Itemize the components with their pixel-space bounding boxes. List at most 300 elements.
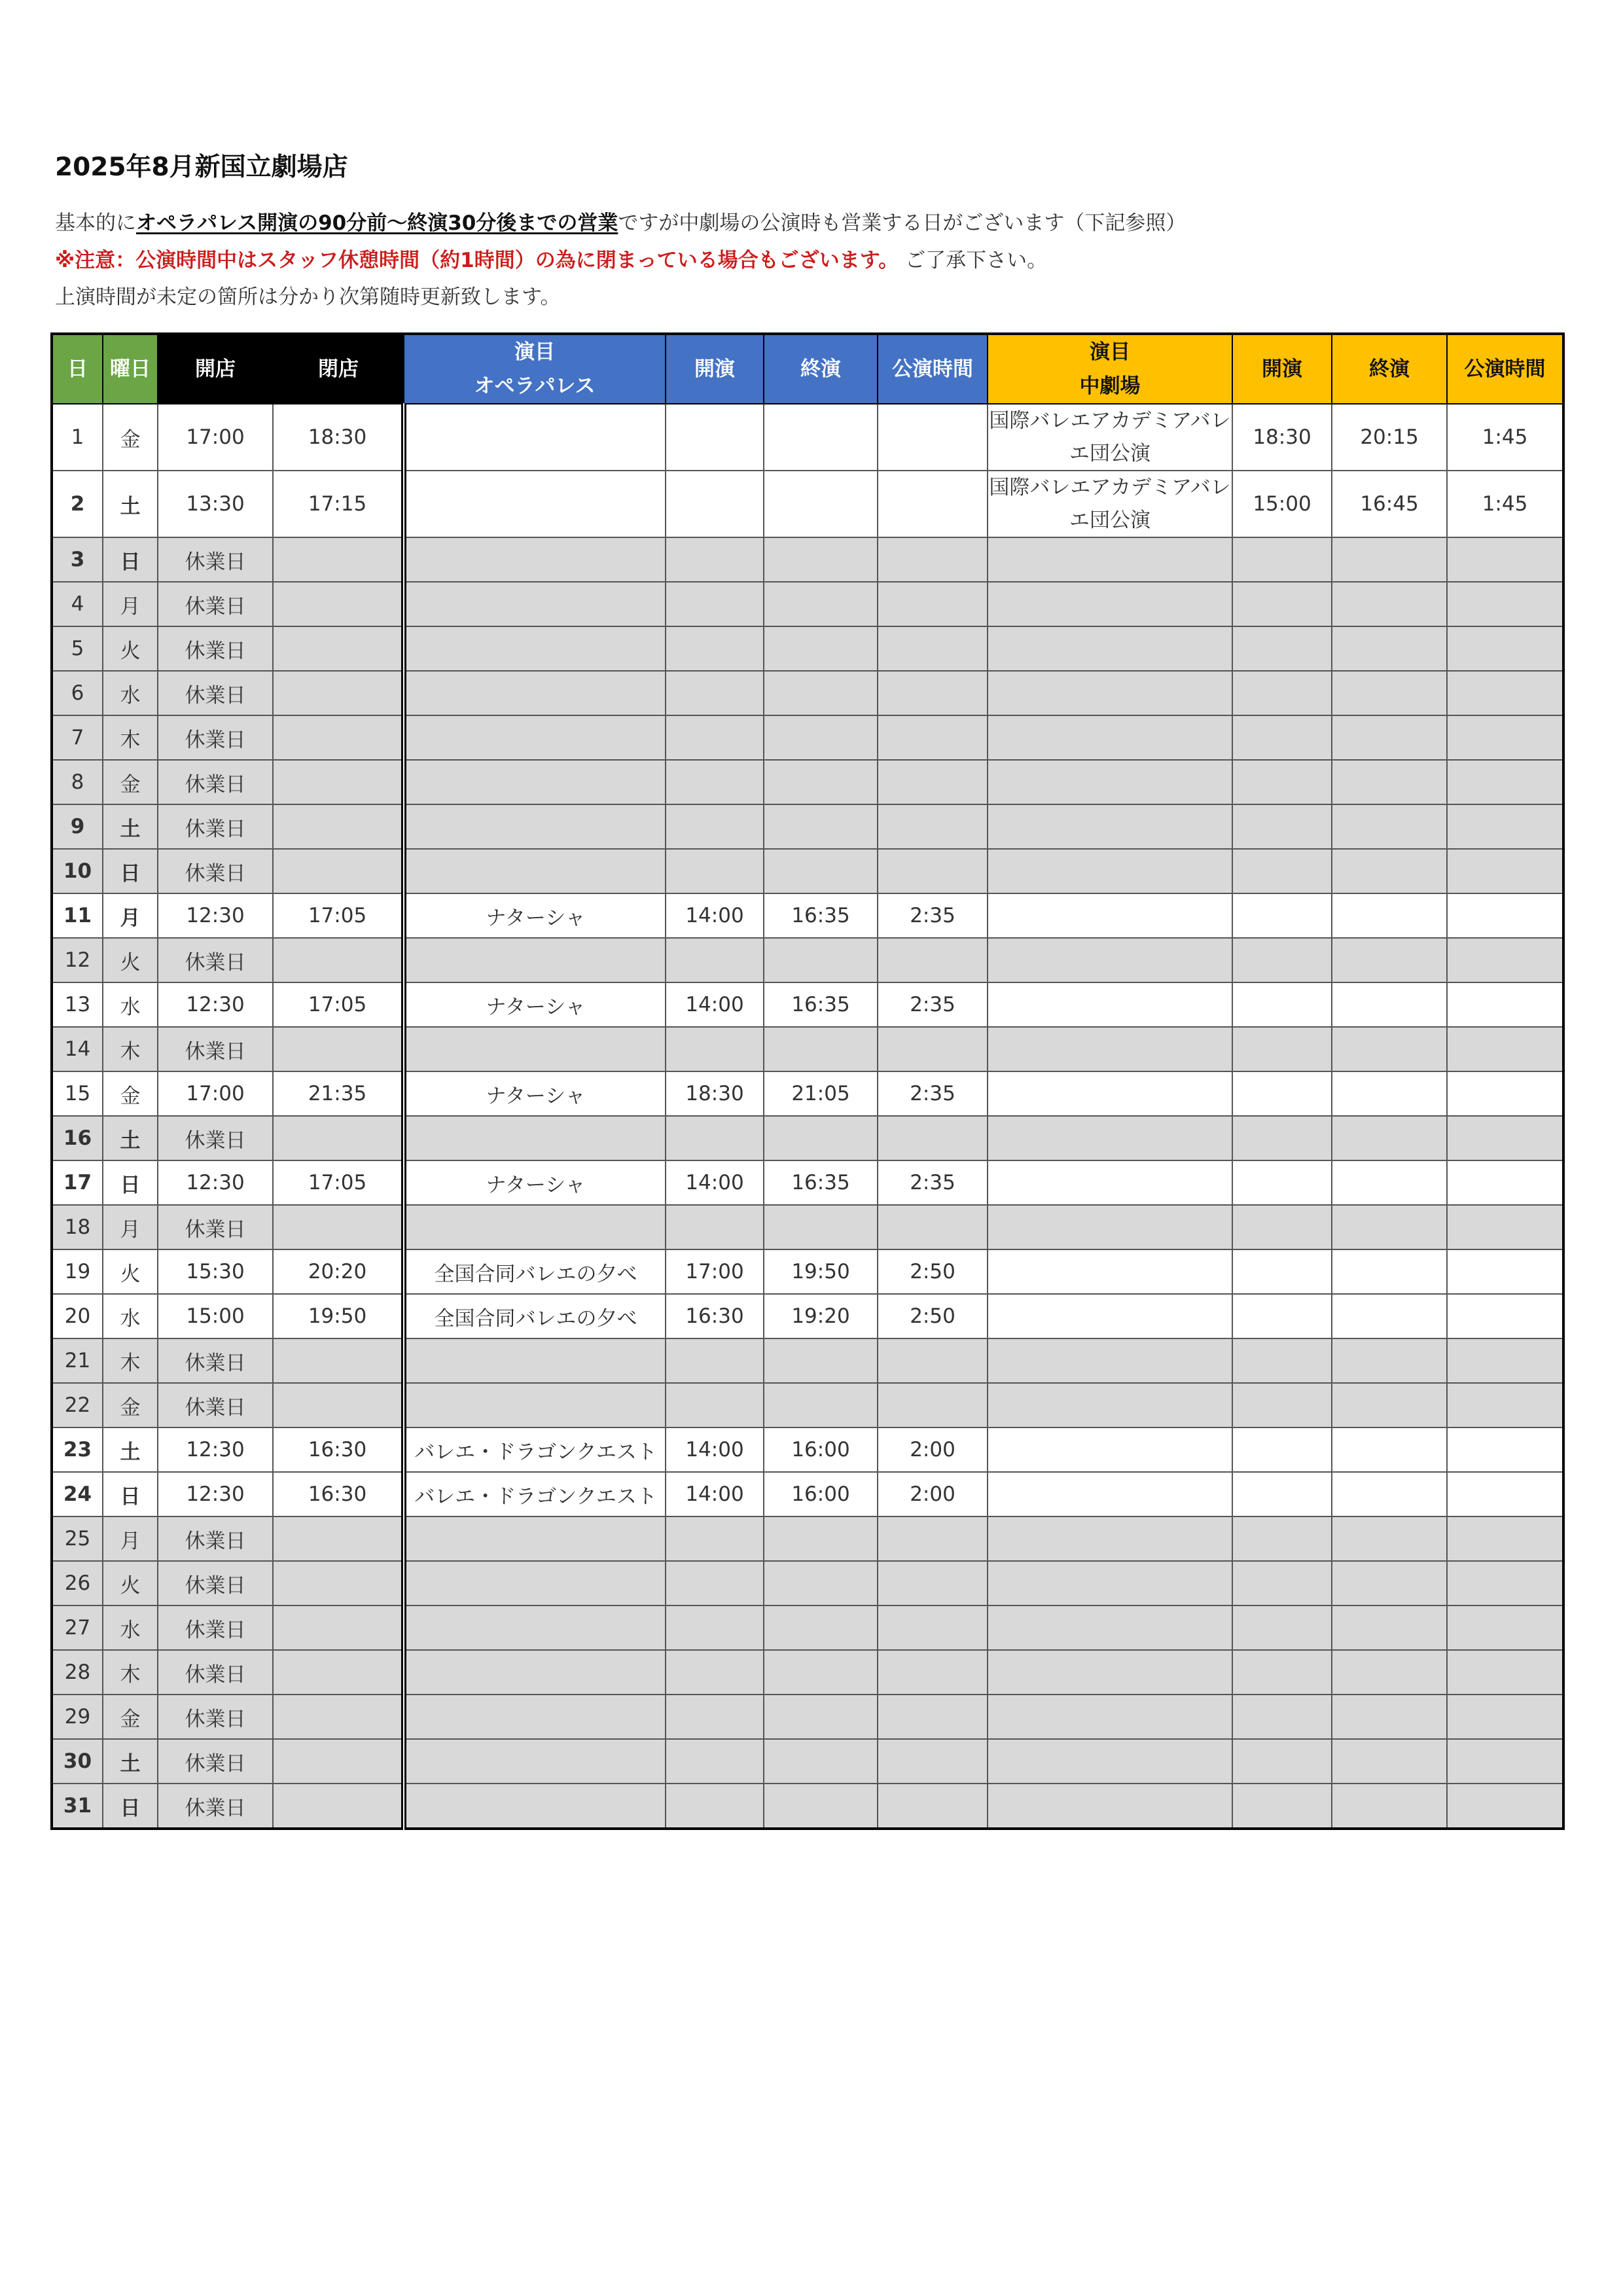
middle-duration-cell bbox=[1447, 1516, 1563, 1561]
middle-duration-cell bbox=[1447, 671, 1563, 715]
opera-end-cell bbox=[764, 1605, 878, 1650]
middle-duration-cell bbox=[1447, 1027, 1563, 1071]
middle-title-line2: 中劇場 bbox=[1079, 374, 1141, 398]
open-time-cell: 12:30 bbox=[158, 1427, 273, 1472]
middle-title-cell bbox=[988, 1249, 1232, 1294]
opera-duration-cell bbox=[878, 626, 988, 671]
middle-duration-cell bbox=[1447, 1427, 1563, 1472]
opera-start-cell: 18:30 bbox=[666, 1071, 764, 1116]
open-time-cell: 12:30 bbox=[158, 1472, 273, 1516]
day-cell: 5 bbox=[52, 626, 103, 671]
middle-title-cell bbox=[988, 1605, 1232, 1650]
middle-end-cell bbox=[1332, 1784, 1447, 1829]
opera-start-cell: 14:00 bbox=[666, 982, 764, 1027]
open-time-cell: 13:30 bbox=[158, 471, 273, 537]
middle-start-cell bbox=[1232, 1695, 1332, 1739]
middle-start-cell bbox=[1232, 1249, 1332, 1294]
middle-start-cell bbox=[1232, 849, 1332, 893]
opera-end-cell bbox=[764, 804, 878, 849]
opera-end-cell bbox=[764, 1338, 878, 1383]
opera-title-cell: バレエ・ドラゴンクエスト bbox=[404, 1427, 666, 1472]
middle-duration-cell bbox=[1447, 1784, 1563, 1829]
weekday-cell: 日 bbox=[103, 537, 158, 582]
opera-title-cell bbox=[404, 1116, 666, 1160]
opera-duration-cell bbox=[878, 537, 988, 582]
close-time-cell bbox=[273, 1784, 404, 1829]
middle-start-cell bbox=[1232, 1338, 1332, 1383]
open-time-cell: 休業日 bbox=[158, 582, 273, 626]
opera-start-cell: 14:00 bbox=[666, 1472, 764, 1516]
middle-start-cell bbox=[1232, 1561, 1332, 1605]
middle-end-cell bbox=[1332, 804, 1447, 849]
day-cell: 17 bbox=[52, 1160, 103, 1205]
close-time-cell bbox=[273, 1516, 404, 1561]
opera-start-cell: 14:00 bbox=[666, 893, 764, 938]
opera-end-cell bbox=[764, 1561, 878, 1605]
middle-duration-cell bbox=[1447, 1205, 1563, 1249]
day-cell: 7 bbox=[52, 715, 103, 760]
opera-title-cell bbox=[404, 1739, 666, 1784]
open-time-cell: 休業日 bbox=[158, 1027, 273, 1071]
close-time-cell: 21:35 bbox=[273, 1071, 404, 1116]
opera-end-cell bbox=[764, 715, 878, 760]
opera-title-cell: ナターシャ bbox=[404, 893, 666, 938]
open-time-cell: 休業日 bbox=[158, 1516, 273, 1561]
table-row bbox=[52, 982, 1563, 1027]
middle-start-cell: 15:00 bbox=[1232, 471, 1332, 537]
close-time-cell: 20:20 bbox=[273, 1249, 404, 1294]
header-close: 閉店 bbox=[273, 334, 404, 404]
opera-duration-cell: 2:50 bbox=[878, 1249, 988, 1294]
opera-end-cell bbox=[764, 626, 878, 671]
table-row bbox=[52, 893, 1563, 938]
day-cell: 31 bbox=[52, 1784, 103, 1829]
weekday-cell: 金 bbox=[103, 1071, 158, 1116]
middle-title-cell bbox=[988, 1695, 1232, 1739]
middle-start-cell bbox=[1232, 1784, 1332, 1829]
opera-title-cell bbox=[404, 1695, 666, 1739]
table-row bbox=[52, 537, 1563, 582]
day-cell: 16 bbox=[52, 1116, 103, 1160]
header-row bbox=[52, 334, 1563, 404]
table-row bbox=[52, 404, 1563, 471]
middle-start-cell bbox=[1232, 1650, 1332, 1695]
middle-start-cell bbox=[1232, 582, 1332, 626]
opera-start-cell bbox=[666, 849, 764, 893]
middle-end-cell bbox=[1332, 1071, 1447, 1116]
close-time-cell bbox=[273, 1383, 404, 1427]
day-cell: 9 bbox=[52, 804, 103, 849]
middle-title-cell bbox=[988, 1338, 1232, 1383]
day-cell: 3 bbox=[52, 537, 103, 582]
table-row bbox=[52, 1427, 1563, 1472]
opera-duration-cell bbox=[878, 1650, 988, 1695]
opera-end-cell: 16:00 bbox=[764, 1472, 878, 1516]
middle-title-cell bbox=[988, 1739, 1232, 1784]
open-time-cell: 17:00 bbox=[158, 1071, 273, 1116]
table-row bbox=[52, 760, 1563, 804]
middle-duration-cell bbox=[1447, 537, 1563, 582]
open-time-cell: 17:00 bbox=[158, 404, 273, 471]
weekday-cell: 火 bbox=[103, 1249, 158, 1294]
opera-start-cell bbox=[666, 471, 764, 537]
middle-end-cell bbox=[1332, 582, 1447, 626]
middle-start-cell bbox=[1232, 982, 1332, 1027]
header-opera-start: 開演 bbox=[666, 334, 764, 404]
table-row bbox=[52, 1739, 1563, 1784]
middle-duration-cell bbox=[1447, 1605, 1563, 1650]
day-cell: 12 bbox=[52, 938, 103, 982]
close-time-cell bbox=[273, 1605, 404, 1650]
middle-title-cell bbox=[988, 1160, 1232, 1205]
table-row bbox=[52, 804, 1563, 849]
note-business-hours bbox=[55, 206, 1186, 236]
weekday-cell: 火 bbox=[103, 938, 158, 982]
open-time-cell: 休業日 bbox=[158, 1338, 273, 1383]
weekday-cell: 木 bbox=[103, 1650, 158, 1695]
caution-suffix: ご了承下さい。 bbox=[905, 249, 1048, 272]
middle-start-cell bbox=[1232, 715, 1332, 760]
middle-title-cell bbox=[988, 537, 1232, 582]
middle-start-cell bbox=[1232, 938, 1332, 982]
middle-end-cell bbox=[1332, 1561, 1447, 1605]
middle-end-cell bbox=[1332, 715, 1447, 760]
opera-duration-cell bbox=[878, 715, 988, 760]
open-time-cell: 休業日 bbox=[158, 804, 273, 849]
opera-title-cell bbox=[404, 938, 666, 982]
middle-end-cell bbox=[1332, 626, 1447, 671]
opera-title-cell bbox=[404, 626, 666, 671]
day-cell: 4 bbox=[52, 582, 103, 626]
close-time-cell: 16:30 bbox=[273, 1427, 404, 1472]
opera-end-cell bbox=[764, 1516, 878, 1561]
day-cell: 1 bbox=[52, 404, 103, 471]
close-time-cell bbox=[273, 804, 404, 849]
weekday-cell: 土 bbox=[103, 804, 158, 849]
middle-title-cell: 国際バレエアカデミアバレエ団公演 bbox=[988, 404, 1232, 471]
opera-end-cell: 16:35 bbox=[764, 1160, 878, 1205]
weekday-cell: 日 bbox=[103, 1472, 158, 1516]
middle-duration-cell bbox=[1447, 893, 1563, 938]
open-time-cell: 休業日 bbox=[158, 715, 273, 760]
middle-end-cell bbox=[1332, 1249, 1447, 1294]
opera-start-cell bbox=[666, 1338, 764, 1383]
opera-end-cell: 16:00 bbox=[764, 1427, 878, 1472]
table-row bbox=[52, 1249, 1563, 1294]
opera-title-cell bbox=[404, 671, 666, 715]
opera-duration-cell bbox=[878, 1695, 988, 1739]
opera-duration-cell bbox=[878, 404, 988, 471]
note-prefix: 基本的に bbox=[55, 211, 136, 235]
open-time-cell: 休業日 bbox=[158, 1739, 273, 1784]
opera-end-cell bbox=[764, 1027, 878, 1071]
opera-title-cell bbox=[404, 715, 666, 760]
opera-start-cell bbox=[666, 1605, 764, 1650]
opera-start-cell: 14:00 bbox=[666, 1427, 764, 1472]
opera-start-cell bbox=[666, 938, 764, 982]
open-time-cell: 休業日 bbox=[158, 671, 273, 715]
open-time-cell: 15:00 bbox=[158, 1294, 273, 1338]
opera-start-cell: 14:00 bbox=[666, 1160, 764, 1205]
middle-title-cell bbox=[988, 1116, 1232, 1160]
close-time-cell bbox=[273, 760, 404, 804]
middle-duration-cell bbox=[1447, 626, 1563, 671]
opera-title-cell: バレエ・ドラゴンクエスト bbox=[404, 1472, 666, 1516]
opera-title-line1: 演目 bbox=[514, 340, 555, 364]
day-cell: 21 bbox=[52, 1338, 103, 1383]
opera-end-cell: 16:35 bbox=[764, 893, 878, 938]
middle-title-cell bbox=[988, 982, 1232, 1027]
middle-title-cell bbox=[988, 938, 1232, 982]
middle-end-cell bbox=[1332, 1338, 1447, 1383]
weekday-cell: 土 bbox=[103, 471, 158, 537]
table-row bbox=[52, 715, 1563, 760]
note-suffix: ですが中劇場の公演時も営業する日がございます（下記参照） bbox=[618, 211, 1186, 235]
day-cell: 14 bbox=[52, 1027, 103, 1071]
close-time-cell bbox=[273, 715, 404, 760]
opera-title-cell: 全国合同バレエの夕べ bbox=[404, 1249, 666, 1294]
middle-start-cell bbox=[1232, 1205, 1332, 1249]
table-row bbox=[52, 1784, 1563, 1829]
table-row bbox=[52, 1205, 1563, 1249]
day-cell: 23 bbox=[52, 1427, 103, 1472]
opera-duration-cell bbox=[878, 1205, 988, 1249]
opera-duration-cell bbox=[878, 1116, 988, 1160]
close-time-cell: 17:05 bbox=[273, 1160, 404, 1205]
day-cell: 13 bbox=[52, 982, 103, 1027]
middle-end-cell bbox=[1332, 1605, 1447, 1650]
middle-start-cell bbox=[1232, 1516, 1332, 1561]
middle-duration-cell bbox=[1447, 1650, 1563, 1695]
table-row bbox=[52, 849, 1563, 893]
table-row bbox=[52, 1561, 1563, 1605]
middle-title-cell bbox=[988, 849, 1232, 893]
middle-duration-cell bbox=[1447, 1116, 1563, 1160]
middle-title-line1: 演目 bbox=[1090, 340, 1130, 364]
middle-start-cell bbox=[1232, 804, 1332, 849]
table-row bbox=[52, 1294, 1563, 1338]
table-row bbox=[52, 1650, 1563, 1695]
opera-end-cell bbox=[764, 537, 878, 582]
opera-duration-cell bbox=[878, 1338, 988, 1383]
open-time-cell: 休業日 bbox=[158, 938, 273, 982]
middle-duration-cell bbox=[1447, 1160, 1563, 1205]
middle-start-cell bbox=[1232, 1427, 1332, 1472]
weekday-cell: 月 bbox=[103, 582, 158, 626]
weekday-cell: 月 bbox=[103, 893, 158, 938]
middle-title-cell bbox=[988, 671, 1232, 715]
close-time-cell bbox=[273, 1650, 404, 1695]
opera-title-line2: オペラパレス bbox=[474, 374, 596, 398]
opera-title-cell bbox=[404, 1383, 666, 1427]
opera-end-cell bbox=[764, 1116, 878, 1160]
middle-start-cell bbox=[1232, 626, 1332, 671]
middle-start-cell bbox=[1232, 537, 1332, 582]
weekday-cell: 水 bbox=[103, 671, 158, 715]
open-time-cell: 12:30 bbox=[158, 982, 273, 1027]
opera-start-cell bbox=[666, 1784, 764, 1829]
weekday-cell: 金 bbox=[103, 1695, 158, 1739]
opera-start-cell bbox=[666, 1739, 764, 1784]
opera-end-cell bbox=[764, 471, 878, 537]
opera-start-cell bbox=[666, 1383, 764, 1427]
close-time-cell bbox=[273, 1116, 404, 1160]
opera-end-cell bbox=[764, 760, 878, 804]
opera-title-cell: ナターシャ bbox=[404, 1160, 666, 1205]
middle-duration-cell bbox=[1447, 582, 1563, 626]
opera-start-cell bbox=[666, 404, 764, 471]
opera-duration-cell bbox=[878, 671, 988, 715]
table-row bbox=[52, 1472, 1563, 1516]
table-row bbox=[52, 1071, 1563, 1116]
opera-title-cell bbox=[404, 849, 666, 893]
middle-start-cell bbox=[1232, 1605, 1332, 1650]
opera-title-cell bbox=[404, 471, 666, 537]
close-time-cell bbox=[273, 626, 404, 671]
middle-duration-cell bbox=[1447, 1338, 1563, 1383]
weekday-cell: 土 bbox=[103, 1739, 158, 1784]
opera-end-cell: 21:05 bbox=[764, 1071, 878, 1116]
opera-title-cell bbox=[404, 404, 666, 471]
day-cell: 8 bbox=[52, 760, 103, 804]
middle-end-cell bbox=[1332, 1383, 1447, 1427]
day-cell: 10 bbox=[52, 849, 103, 893]
middle-title-cell bbox=[988, 1027, 1232, 1071]
middle-end-cell bbox=[1332, 1739, 1447, 1784]
middle-duration-cell bbox=[1447, 1739, 1563, 1784]
opera-title-cell: ナターシャ bbox=[404, 1071, 666, 1116]
opera-duration-cell bbox=[878, 1784, 988, 1829]
close-time-cell bbox=[273, 1205, 404, 1249]
middle-title-cell bbox=[988, 1427, 1232, 1472]
middle-end-cell bbox=[1332, 1116, 1447, 1160]
open-time-cell: 休業日 bbox=[158, 1116, 273, 1160]
opera-start-cell bbox=[666, 626, 764, 671]
table-row bbox=[52, 582, 1563, 626]
close-time-cell: 19:50 bbox=[273, 1294, 404, 1338]
middle-title-cell bbox=[988, 582, 1232, 626]
table-row bbox=[52, 671, 1563, 715]
opera-start-cell bbox=[666, 1116, 764, 1160]
opera-title-cell bbox=[404, 1784, 666, 1829]
middle-start-cell bbox=[1232, 671, 1332, 715]
weekday-cell: 木 bbox=[103, 1338, 158, 1383]
close-time-cell bbox=[273, 1338, 404, 1383]
middle-start-cell bbox=[1232, 893, 1332, 938]
weekday-cell: 水 bbox=[103, 1605, 158, 1650]
open-time-cell: 休業日 bbox=[158, 1605, 273, 1650]
opera-start-cell: 16:30 bbox=[666, 1294, 764, 1338]
middle-duration-cell: 1:45 bbox=[1447, 471, 1563, 537]
weekday-cell: 金 bbox=[103, 760, 158, 804]
opera-start-cell bbox=[666, 715, 764, 760]
header-opera-duration: 公演時間 bbox=[878, 334, 988, 404]
note-bold-hours: オペラパレス開演の90分前〜終演30分後までの営業 bbox=[136, 211, 618, 235]
close-time-cell: 16:30 bbox=[273, 1472, 404, 1516]
table-row bbox=[52, 1516, 1563, 1561]
opera-end-cell bbox=[764, 1205, 878, 1249]
middle-end-cell bbox=[1332, 938, 1447, 982]
table-row bbox=[52, 1116, 1563, 1160]
opera-duration-cell: 2:35 bbox=[878, 1160, 988, 1205]
opera-end-cell bbox=[764, 404, 878, 471]
close-time-cell bbox=[273, 849, 404, 893]
header-middle-end: 終演 bbox=[1332, 334, 1447, 404]
weekday-cell: 金 bbox=[103, 1383, 158, 1427]
middle-duration-cell bbox=[1447, 1695, 1563, 1739]
opera-start-cell: 17:00 bbox=[666, 1249, 764, 1294]
day-cell: 26 bbox=[52, 1561, 103, 1605]
opera-end-cell bbox=[764, 1695, 878, 1739]
middle-title-cell bbox=[988, 1784, 1232, 1829]
day-cell: 24 bbox=[52, 1472, 103, 1516]
open-time-cell: 休業日 bbox=[158, 760, 273, 804]
opera-title-cell bbox=[404, 1605, 666, 1650]
middle-start-cell bbox=[1232, 1160, 1332, 1205]
table-row bbox=[52, 1160, 1563, 1205]
opera-duration-cell bbox=[878, 938, 988, 982]
weekday-cell: 月 bbox=[103, 1205, 158, 1249]
opera-title-cell bbox=[404, 1338, 666, 1383]
middle-title-cell bbox=[988, 760, 1232, 804]
header-day: 日 bbox=[52, 334, 103, 404]
header-middle-duration: 公演時間 bbox=[1447, 334, 1563, 404]
open-time-cell: 12:30 bbox=[158, 893, 273, 938]
middle-start-cell: 18:30 bbox=[1232, 404, 1332, 471]
opera-title-cell bbox=[404, 1516, 666, 1561]
middle-end-cell bbox=[1332, 1472, 1447, 1516]
header-open: 開店 bbox=[158, 334, 273, 404]
close-time-cell: 17:15 bbox=[273, 471, 404, 537]
close-time-cell: 17:05 bbox=[273, 982, 404, 1027]
middle-duration-cell bbox=[1447, 804, 1563, 849]
middle-title-cell bbox=[988, 1205, 1232, 1249]
day-cell: 29 bbox=[52, 1695, 103, 1739]
day-cell: 25 bbox=[52, 1516, 103, 1561]
schedule-body bbox=[52, 404, 1563, 1829]
weekday-cell: 水 bbox=[103, 982, 158, 1027]
middle-start-cell bbox=[1232, 1027, 1332, 1071]
weekday-cell: 木 bbox=[103, 1027, 158, 1071]
middle-duration-cell bbox=[1447, 1071, 1563, 1116]
middle-end-cell bbox=[1332, 1516, 1447, 1561]
day-cell: 28 bbox=[52, 1650, 103, 1695]
opera-duration-cell: 2:00 bbox=[878, 1427, 988, 1472]
middle-title-cell bbox=[988, 1650, 1232, 1695]
middle-end-cell bbox=[1332, 1650, 1447, 1695]
weekday-cell: 土 bbox=[103, 1116, 158, 1160]
middle-start-cell bbox=[1232, 1472, 1332, 1516]
opera-start-cell bbox=[666, 1027, 764, 1071]
open-time-cell: 休業日 bbox=[158, 1205, 273, 1249]
middle-end-cell bbox=[1332, 849, 1447, 893]
opera-title-cell bbox=[404, 804, 666, 849]
opera-end-cell bbox=[764, 1383, 878, 1427]
weekday-cell: 火 bbox=[103, 1561, 158, 1605]
opera-start-cell bbox=[666, 537, 764, 582]
open-time-cell: 休業日 bbox=[158, 1383, 273, 1427]
weekday-cell: 木 bbox=[103, 715, 158, 760]
middle-end-cell: 16:45 bbox=[1332, 471, 1447, 537]
opera-duration-cell bbox=[878, 1561, 988, 1605]
close-time-cell bbox=[273, 671, 404, 715]
open-time-cell: 休業日 bbox=[158, 1650, 273, 1695]
opera-end-cell bbox=[764, 582, 878, 626]
middle-start-cell bbox=[1232, 1071, 1332, 1116]
opera-start-cell bbox=[666, 760, 764, 804]
opera-title-cell: ナターシャ bbox=[404, 982, 666, 1027]
middle-end-cell bbox=[1332, 1027, 1447, 1071]
